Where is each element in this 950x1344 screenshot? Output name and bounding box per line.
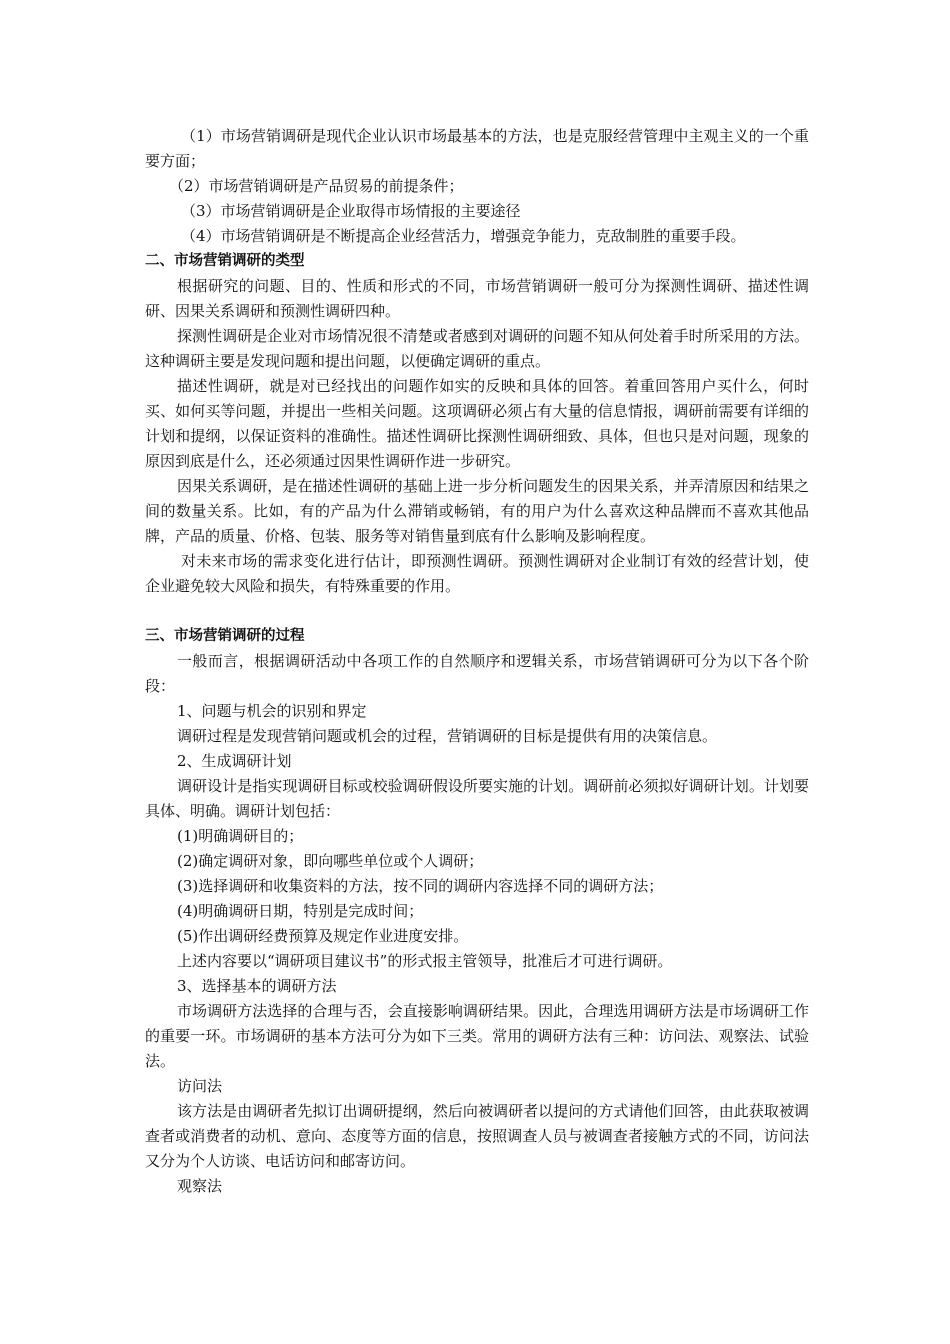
paragraph: 调研设计是指实现调研目标或校验调研假设所要实施的计划。调研前必须拟好调研计划。计划要具体、明确。调研计划包括： [145, 777, 809, 820]
section-heading: 三、市场营销调研的过程 [145, 628, 305, 644]
list-item: (4)明确调研日期，特别是完成时间； [177, 902, 424, 920]
method-title: 访问法 [177, 1077, 223, 1095]
section-heading: 二、市场营销调研的类型 [145, 253, 305, 269]
paragraph: 根据研究的问题、目的、性质和形式的不同，市场营销调研一般可分为探测性调研、描述性调研、因果关系调研和预测性调研四种。 [145, 277, 809, 320]
list-item: （3）市场营销调研是企业取得市场情报的主要途径 [181, 202, 521, 220]
paragraph: 一般而言，根据调研活动中各项工作的自然顺序和逻辑关系，市场营销调研可分为以下各个阶段： [145, 652, 809, 695]
paragraph: 调研过程是发现营销问题或机会的过程，营销调研的目标是提供有用的决策信息。 [177, 727, 718, 745]
list-item: (3)选择调研和收集资料的方法，按不同的调研内容选择不同的调研方法； [177, 877, 664, 895]
paragraph: 市场调研方法选择的合理与否，会直接影响调研结果。因此，合理选用调研方法是市场调研工作的重要一环。市场调研的基本方法可分为如下三类。常用的调研方法有三种：访问法、观察法、试验法。 [145, 1002, 809, 1070]
paragraph: 因果关系调研，是在描述性调研的基础上进一步分析问题发生的因果关系，并弄清原因和结果之间的数量关系。比如，有的产品为什么滞销或畅销，有的用户为什么喜欢这种品牌而不喜欢其他品牌，产品的质量、价格、包装、服务等对销售量到底有什么影响及影响程度。 [145, 477, 809, 545]
paragraph: 上述内容要以“调研项目建议书”的形式报主管领导，批准后才可进行调研。 [177, 952, 673, 970]
paragraph: 描述性调研，就是对已经找出的问题作如实的反映和具体的回答。着重回答用户买什么，何时买、如何买等问题，并提出一些相关问题。这项调研必须占有大量的信息情报，调研前需要有详细的计划和提纲，以保证资料的准确性。描述性调研比探测性调研细致、具体，但也只是对问题，现象的原因到底是什么，还必须通过因果性调研作进一步研究。 [145, 377, 809, 470]
paragraph: 对未来市场的需求变化进行估计，即预测性调研。预测性调研对企业制订有效的经营计划，使企业避免较大风险和损失，有特殊重要的作用。 [145, 552, 809, 595]
list-item: （1）市场营销调研是现代企业认识市场最基本的方法，也是克服经营管理中主观主义的一个重要方面； [145, 127, 809, 170]
list-item: （4）市场营销调研是不断提高企业经营活力，增强竞争能力，克敌制胜的重要手段。 [181, 227, 746, 245]
step-title: 3、选择基本的调研方法 [177, 977, 337, 995]
document-body [145, 124, 809, 1199]
step-title: 2、生成调研计划 [177, 752, 292, 770]
step-title: 1、问题与机会的识别和界定 [177, 702, 367, 720]
list-item: （2）市场营销调研是产品贸易的前提条件； [169, 177, 464, 195]
method-title: 观察法 [177, 1177, 223, 1195]
paragraph: 探测性调研是企业对市场情况很不清楚或者感到对调研的问题不知从何处着手时所采用的方法。这种调研主要是发现问题和提出问题，以便确定调研的重点。 [145, 327, 809, 370]
spacer [145, 599, 809, 624]
list-item: (2)确定调研对象，即向哪些单位或个人调研； [177, 852, 484, 870]
list-item: (1)明确调研目的； [177, 827, 304, 845]
list-item: (5)作出调研经费预算及规定作业进度安排。 [177, 927, 469, 945]
paragraph: 该方法是由调研者先拟订出调研提纲，然后向被调研者以提问的方式请他们回答，由此获取被调查者或消费者的动机、意向、态度等方面的信息，按照调查人员与被调查者接触方式的不同，访问法又分为个人访谈、电话访问和邮寄访问。 [145, 1102, 809, 1170]
